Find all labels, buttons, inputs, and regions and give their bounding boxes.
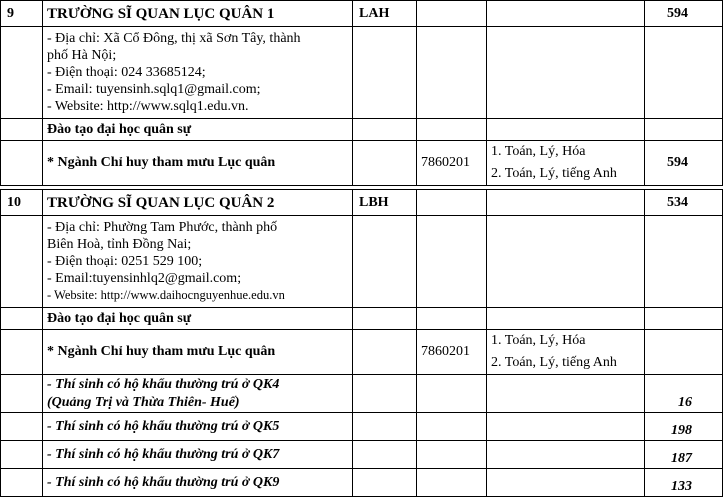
empty-cell (353, 413, 417, 441)
sub-quota-line: - Thí sinh có hộ khẩu thường trú ở QK7 (43, 441, 353, 469)
training-row (1, 308, 723, 330)
sub-quota-value: 187 (645, 441, 723, 469)
empty-cell (417, 375, 487, 413)
sub-quota-label (43, 375, 353, 413)
empty-cell (645, 330, 723, 375)
info-website: - Website: http://www.sqlq1.edu.vn. (47, 99, 249, 114)
empty-cell (1, 413, 43, 441)
school-code: LAH (353, 1, 417, 27)
info-address-cont: phố Hà Nội; (47, 48, 117, 63)
school-name: TRƯỜNG SĨ QUAN LỤC QUÂN 1 (43, 1, 353, 27)
combo-item: 2. Toán, Lý, tiếng Anh (491, 355, 617, 370)
empty-cell (487, 190, 645, 216)
empty-cell (1, 216, 43, 308)
school-quota: 534 (645, 190, 723, 216)
sub-quota-row (1, 375, 723, 413)
empty-cell (417, 190, 487, 216)
empty-cell (487, 308, 645, 330)
sub-quota-row (1, 441, 723, 469)
major-quota: 594 (645, 141, 723, 186)
empty-cell (1, 27, 43, 119)
major-row (1, 330, 723, 375)
major-code: 7860201 (417, 330, 487, 375)
sub-quota-line: (Quảng Trị và Thừa Thiên- Huế) (47, 394, 240, 410)
empty-cell (353, 308, 417, 330)
major-name: * Ngành Chỉ huy tham mưu Lục quân (43, 330, 353, 375)
empty-cell (487, 441, 645, 469)
empty-cell (487, 413, 645, 441)
empty-cell (487, 216, 645, 308)
major-row (1, 141, 723, 186)
empty-cell (645, 119, 723, 141)
empty-cell (353, 216, 417, 308)
school-stt: 10 (1, 190, 43, 216)
empty-cell (1, 469, 43, 497)
combo-item: 2. Toán, Lý, tiếng Anh (491, 166, 617, 181)
empty-cell (487, 27, 645, 119)
empty-cell (645, 27, 723, 119)
training-label: Đào tạo đại học quân sự (43, 119, 353, 141)
school-row (1, 190, 723, 216)
info-address: - Địa chỉ: Xã Cổ Đông, thị xã Sơn Tây, thành (47, 31, 301, 46)
empty-cell (417, 1, 487, 27)
training-row (1, 119, 723, 141)
info-phone: - Điện thoại: 0251 529 100; (47, 254, 203, 269)
empty-cell (417, 469, 487, 497)
empty-cell (417, 216, 487, 308)
empty-cell (487, 375, 645, 413)
empty-cell (1, 441, 43, 469)
sub-quota-value: 198 (645, 413, 723, 441)
empty-cell (353, 119, 417, 141)
empty-cell (1, 375, 43, 413)
empty-cell (417, 119, 487, 141)
info-address-cont: Biên Hoà, tỉnh Đồng Nai; (47, 237, 192, 252)
school-info (43, 27, 353, 119)
school-name: TRƯỜNG SĨ QUAN LỤC QUÂN 2 (43, 190, 353, 216)
major-code: 7860201 (417, 141, 487, 186)
empty-cell (417, 441, 487, 469)
empty-cell (353, 441, 417, 469)
sub-quota-value: 16 (645, 375, 723, 413)
school-info-row (1, 216, 723, 308)
empty-cell (645, 216, 723, 308)
sub-quota-value: 133 (645, 469, 723, 497)
school-stt: 9 (1, 1, 43, 27)
empty-cell (353, 469, 417, 497)
empty-cell (417, 308, 487, 330)
empty-cell (353, 27, 417, 119)
combo-item: 1. Toán, Lý, Hóa (491, 333, 586, 348)
major-combos (487, 141, 645, 186)
school-info-row (1, 27, 723, 119)
school-row (1, 1, 723, 27)
school-quota: 594 (645, 1, 723, 27)
empty-cell (487, 119, 645, 141)
empty-cell (1, 141, 43, 186)
empty-cell (353, 330, 417, 375)
school-code: LBH (353, 190, 417, 216)
empty-cell (353, 375, 417, 413)
sub-quota-line: - Thí sinh có hộ khẩu thường trú ở QK5 (43, 413, 353, 441)
info-website: - Website: http://www.daihocnguyenhue.edu.vn (47, 288, 285, 302)
major-name: * Ngành Chỉ huy tham mưu Lục quân (43, 141, 353, 186)
training-label: Đào tạo đại học quân sự (43, 308, 353, 330)
empty-cell (417, 27, 487, 119)
sub-quota-line: - Thí sinh có hộ khẩu thường trú ở QK9 (43, 469, 353, 497)
empty-cell (353, 141, 417, 186)
empty-cell (1, 119, 43, 141)
empty-cell (417, 413, 487, 441)
empty-cell (1, 330, 43, 375)
info-email: - Email:tuyensinhlq2@gmail.com; (47, 271, 242, 286)
school-info (43, 216, 353, 308)
sub-quota-line: - Thí sinh có hộ khẩu thường trú ở QK4 (47, 376, 280, 392)
sub-quota-row (1, 413, 723, 441)
sub-quota-row (1, 469, 723, 497)
empty-cell (645, 308, 723, 330)
info-email: - Email: tuyensinh.sqlq1@gmail.com; (47, 82, 261, 97)
major-combos (487, 330, 645, 375)
empty-cell (487, 469, 645, 497)
empty-cell (487, 1, 645, 27)
empty-cell (1, 308, 43, 330)
combo-item: 1. Toán, Lý, Hóa (491, 144, 586, 159)
info-phone: - Điện thoại: 024 33685124; (47, 65, 206, 80)
info-address: - Địa chỉ: Phường Tam Phước, thành phố (47, 220, 278, 235)
